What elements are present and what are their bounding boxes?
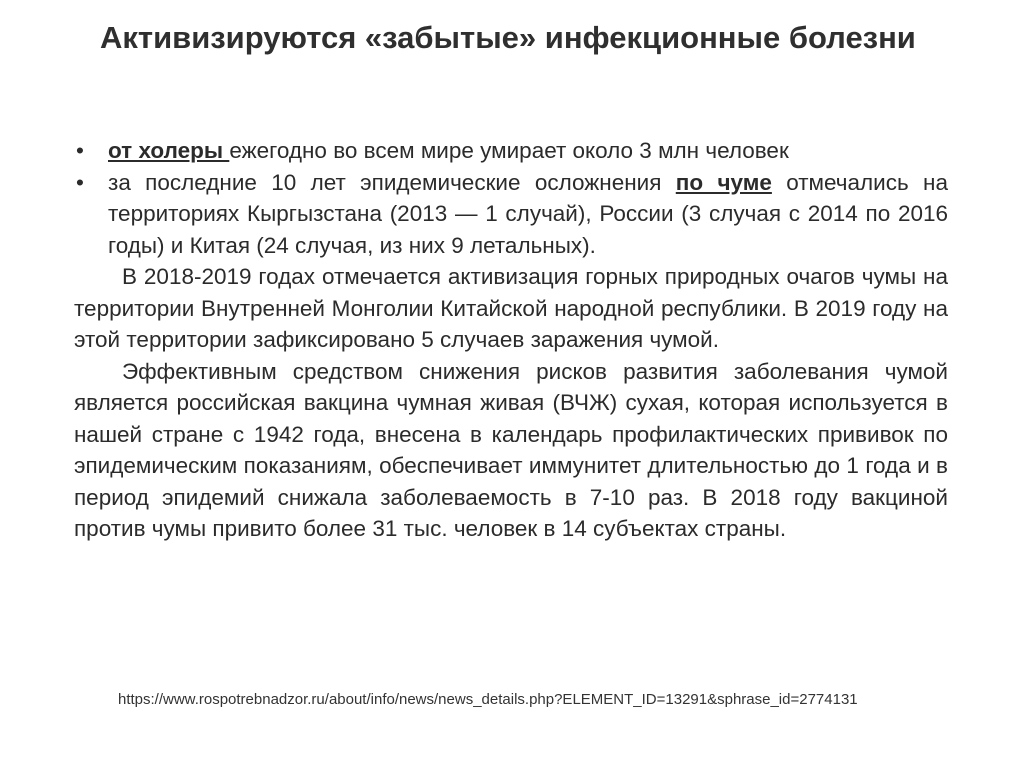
bullet-marker: • (76, 138, 84, 163)
bullet-emphasis-cholera: от холеры (108, 138, 230, 163)
bullet-marker: • (76, 169, 84, 195)
bullet-text-plague-after: отмечались на территориях Кыргызстана (2013 — 1 случай), России (3 случая с 2014 по 2016 годы) и Китая (24 случая, из них 9 летальных). (108, 169, 948, 258)
bullet-list (74, 135, 948, 261)
bullet-item-cholera (74, 135, 948, 167)
paragraph-mongolia: В 2018-2019 годах отмечается активизация горных природных очагов чумы на территории Внутренней Монголии Китайской народной республики. В 2019 году на этой территории зафиксировано 5 случаев заражения чумой. (74, 264, 948, 352)
slide-body (74, 135, 948, 545)
bullet-item-plague (74, 167, 948, 262)
slide-title: Активизируются «забытые» инфекционные болезни (100, 20, 916, 55)
source-link[interactable]: https://www.rospotrebnadzor.ru/about/info/news/news_details.php?ELEMENT_ID=13291&sphrase_id=2774131 (118, 691, 858, 708)
bullet-text-cholera: ежегодно во всем мире умирает около 3 млн человек (229, 138, 789, 163)
bullet-emphasis-plague: по чуме (675, 169, 772, 195)
bullet-text-plague-before: за последние 10 лет эпидемические осложнения (108, 169, 676, 195)
paragraph-vaccine: Эффективным средством снижения рисков развития заболевания чумой является российская вакцина чумная живая (ВЧЖ) сухая, которая используется в нашей стране с 1942 года, внесена в календарь профилактических прививок по эпидемическим показаниям, обеспечивает иммунитет длительностью до 1 года и в период эпидемий снижала заболеваемость в 7-10 раз. В 2018 году вакциной против чумы привито более 31 тыс. человек в 14 субъектах страны. (74, 358, 948, 541)
